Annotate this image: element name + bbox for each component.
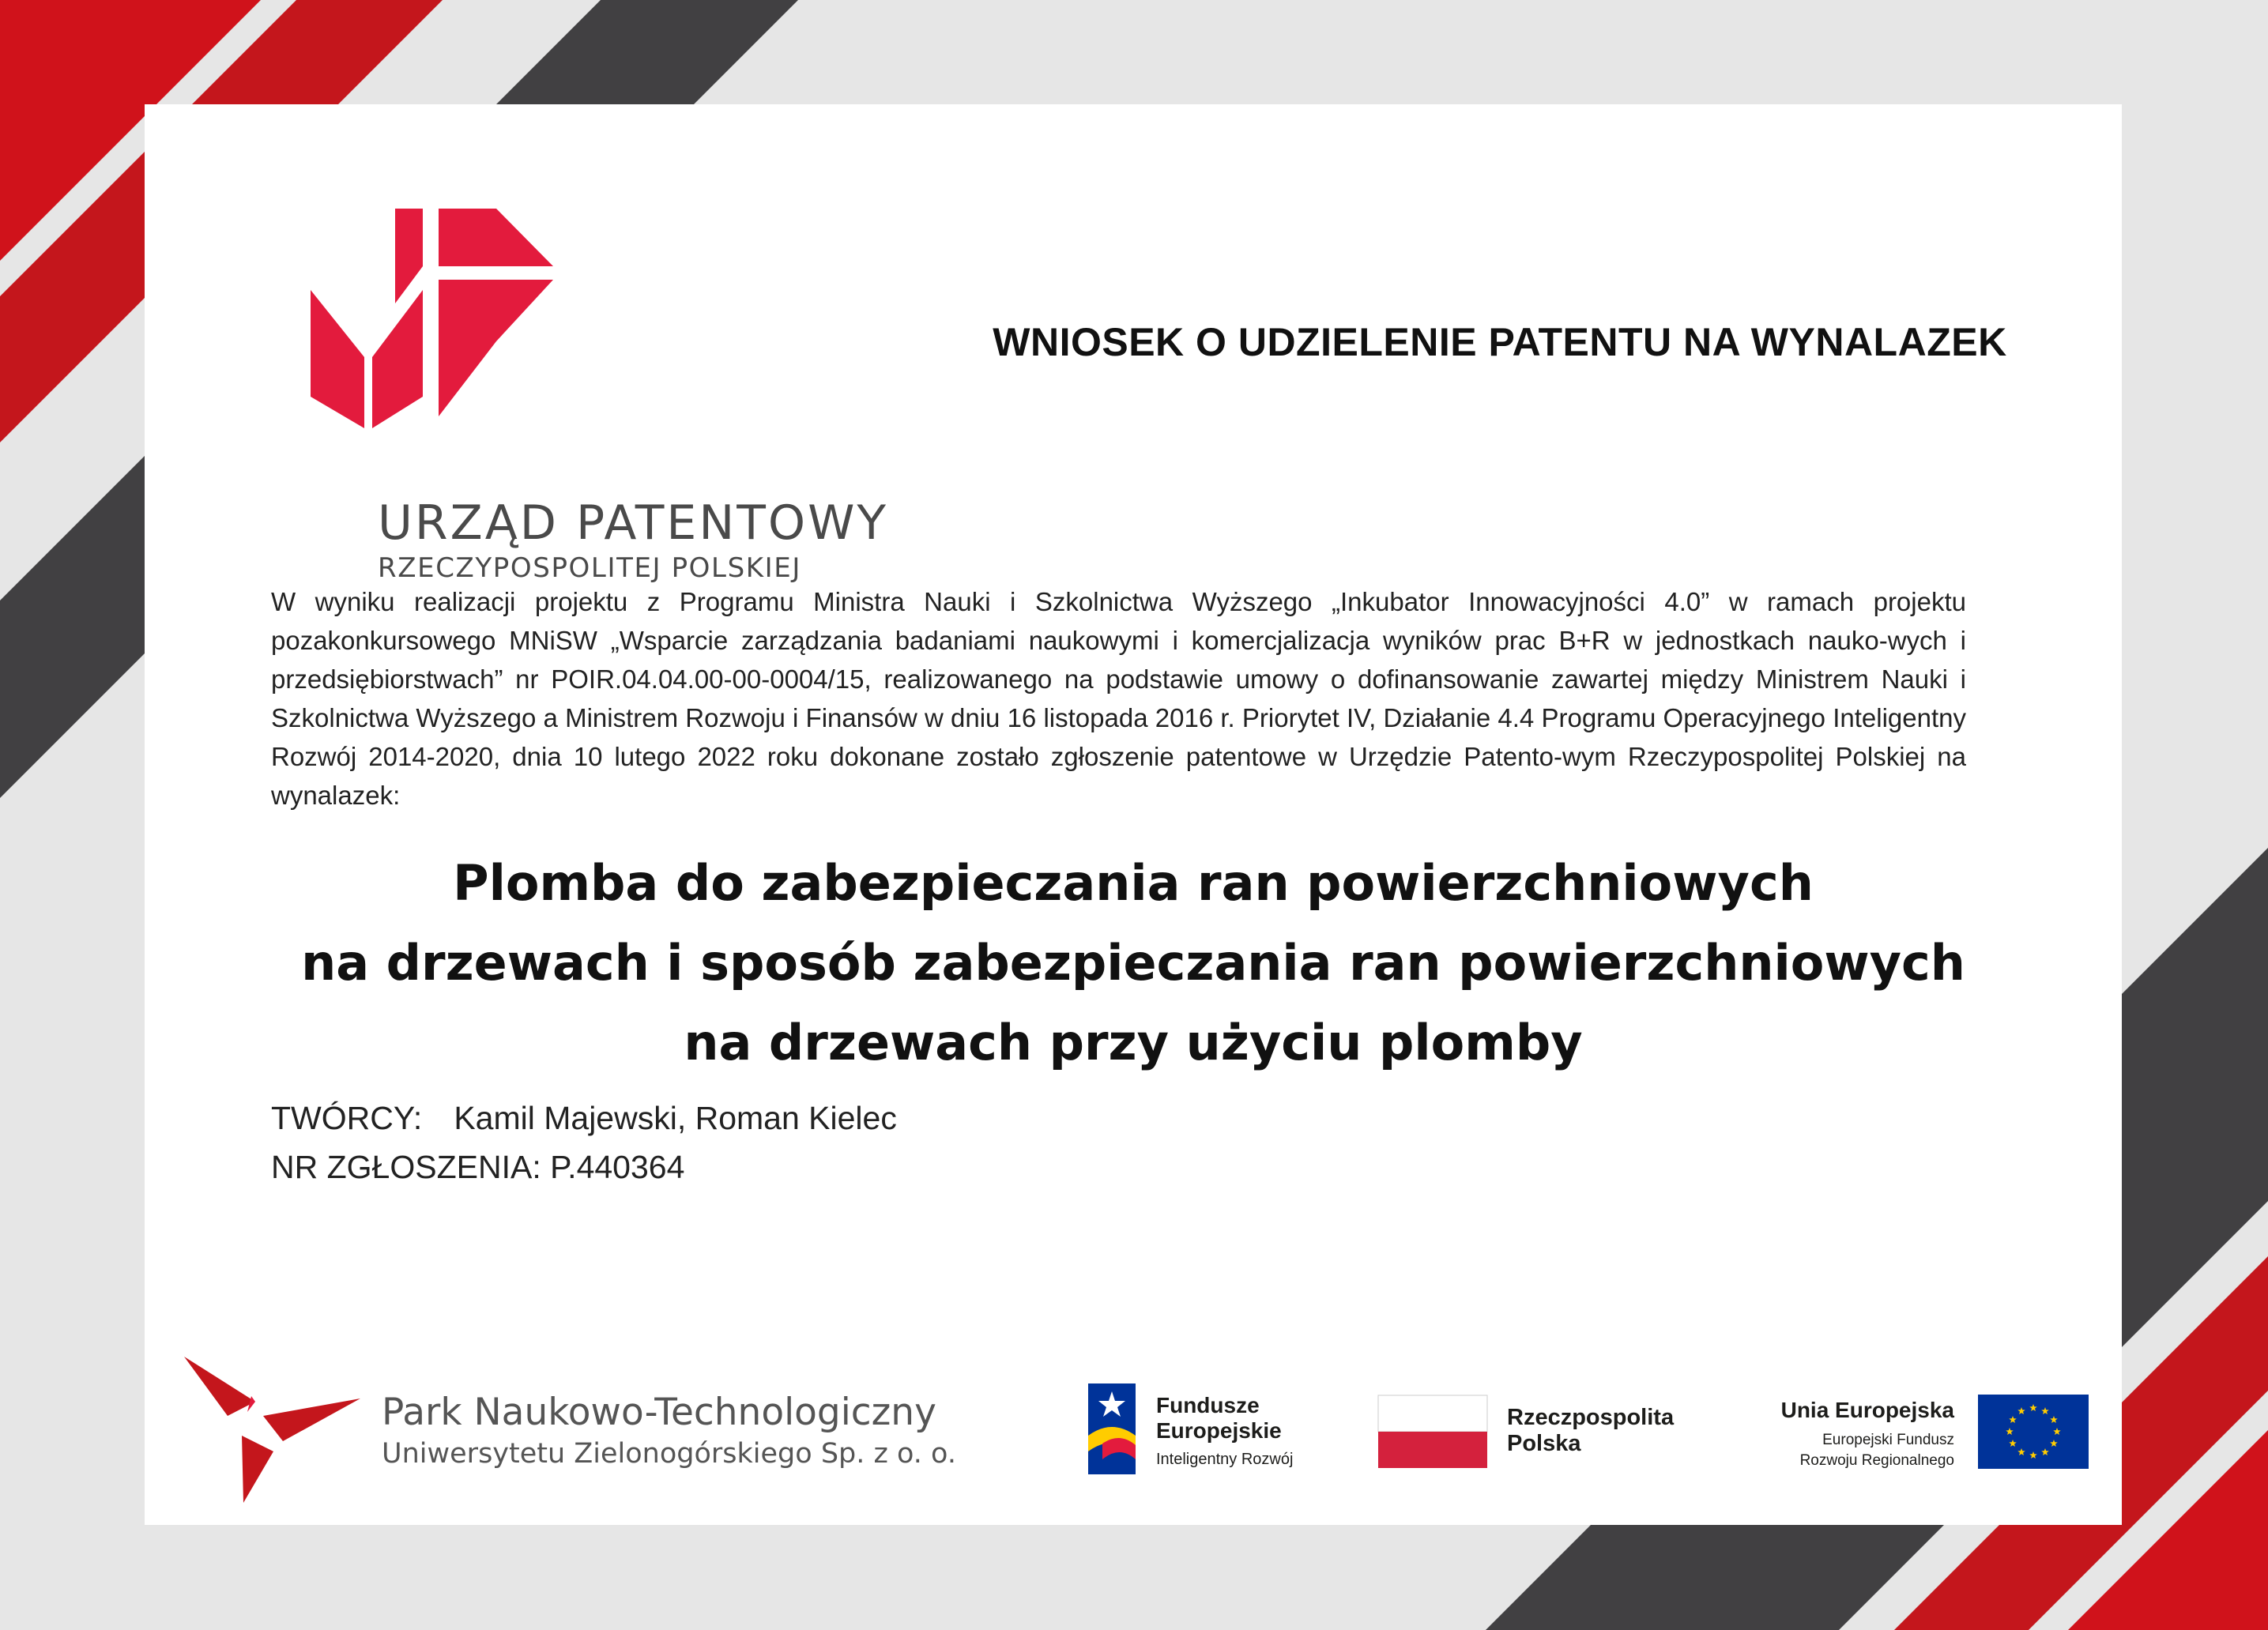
upp-logo-line2: RZECZYPOSPOLITEJ POLSKIEJ bbox=[378, 552, 801, 584]
upp-logo bbox=[307, 191, 889, 584]
document-card bbox=[145, 104, 2122, 1525]
invention-title-line: Plomba do zabezpieczania ran powierzchniowych bbox=[453, 854, 1814, 912]
creators-value: Kamil Majewski, Roman Kielec bbox=[454, 1100, 897, 1136]
upp-logo-line1: URZĄD PATENTOWY bbox=[378, 495, 889, 551]
application-label: NR ZGŁOSZENIA: bbox=[271, 1149, 541, 1185]
application-value: P.440364 bbox=[550, 1149, 685, 1185]
invention-title-line: na drzewach i sposób zabezpieczania ran powierzchniowych bbox=[301, 934, 1965, 992]
fe-logo-line2: Europejskie bbox=[1156, 1418, 1282, 1443]
ue-logo bbox=[1757, 1395, 2089, 1474]
park-logo-icon bbox=[180, 1353, 370, 1511]
pl-flag-icon bbox=[1377, 1395, 1488, 1469]
fe-logo-line1: Fundusze bbox=[1156, 1393, 1260, 1417]
ue-logo-line2: Europejski Fundusz bbox=[1822, 1432, 1954, 1448]
rp-logo-line1: Rzeczpospolita bbox=[1507, 1405, 1675, 1430]
document-title: WNIOSEK O UDZIELENIE PATENTU NA WYNALAZEK bbox=[993, 320, 2007, 364]
rp-logo bbox=[1377, 1395, 1709, 1474]
park-logo-line2: Uniwersytetu Zielonogórskiego Sp. z o. o. bbox=[382, 1438, 956, 1470]
rp-logo-line2: Polska bbox=[1507, 1431, 1581, 1456]
ue-logo-line1: Unia Europejska bbox=[1780, 1398, 1954, 1422]
fe-logo-line3: Inteligentny Rozwój bbox=[1156, 1451, 1294, 1468]
creators-label: TWÓRCY: bbox=[271, 1100, 423, 1136]
creators-row bbox=[271, 1100, 897, 1137]
fe-logo-icon bbox=[1085, 1380, 1142, 1479]
fe-logo bbox=[1085, 1380, 1354, 1495]
eu-flag-icon bbox=[1978, 1395, 2089, 1469]
invention-title-line: na drzewach przy użyciu plomby bbox=[684, 1014, 1583, 1071]
park-logo bbox=[180, 1353, 956, 1511]
invention-title bbox=[176, 843, 2090, 1082]
ue-logo-line3: Rozwoju Regionalnego bbox=[1799, 1452, 1954, 1469]
intro-paragraph: W wyniku realizacji projektu z Programu Ministra Nauki i Szkolnictwa Wyższego „Inkubator Innowacyjności 4.0” w ramach projektu pozakonkursowego MNiSW „Wsparcie zarządzania badaniami naukowymi i komercjalizacja wyników prac B+R w jednostkach nauko-wych i przedsiębiorstwach” nr POIR.04.04.00-00-0004/15, realizowanego na podstawie umowy o dofinansowanie zawartej między Ministrem Nauki i Szkolnictwa Wyższego a Ministrem Rozwoju i Finansów w dniu 16 listopada 2016 r. Priorytet IV, Działanie 4.4 Programu Operacyjnego Inteligentny Rozwój 2014-2020, dnia 10 lutego 2022 roku dokonane zostało zgłoszenie patentowe w Urzędzie Patento-wym Rzeczypospolitej Polskiej na wynalazek: bbox=[271, 587, 1966, 810]
upp-logo-icon bbox=[307, 191, 686, 499]
park-logo-line1: Park Naukowo-Technologiczny bbox=[382, 1391, 936, 1434]
application-number-row bbox=[271, 1149, 684, 1186]
